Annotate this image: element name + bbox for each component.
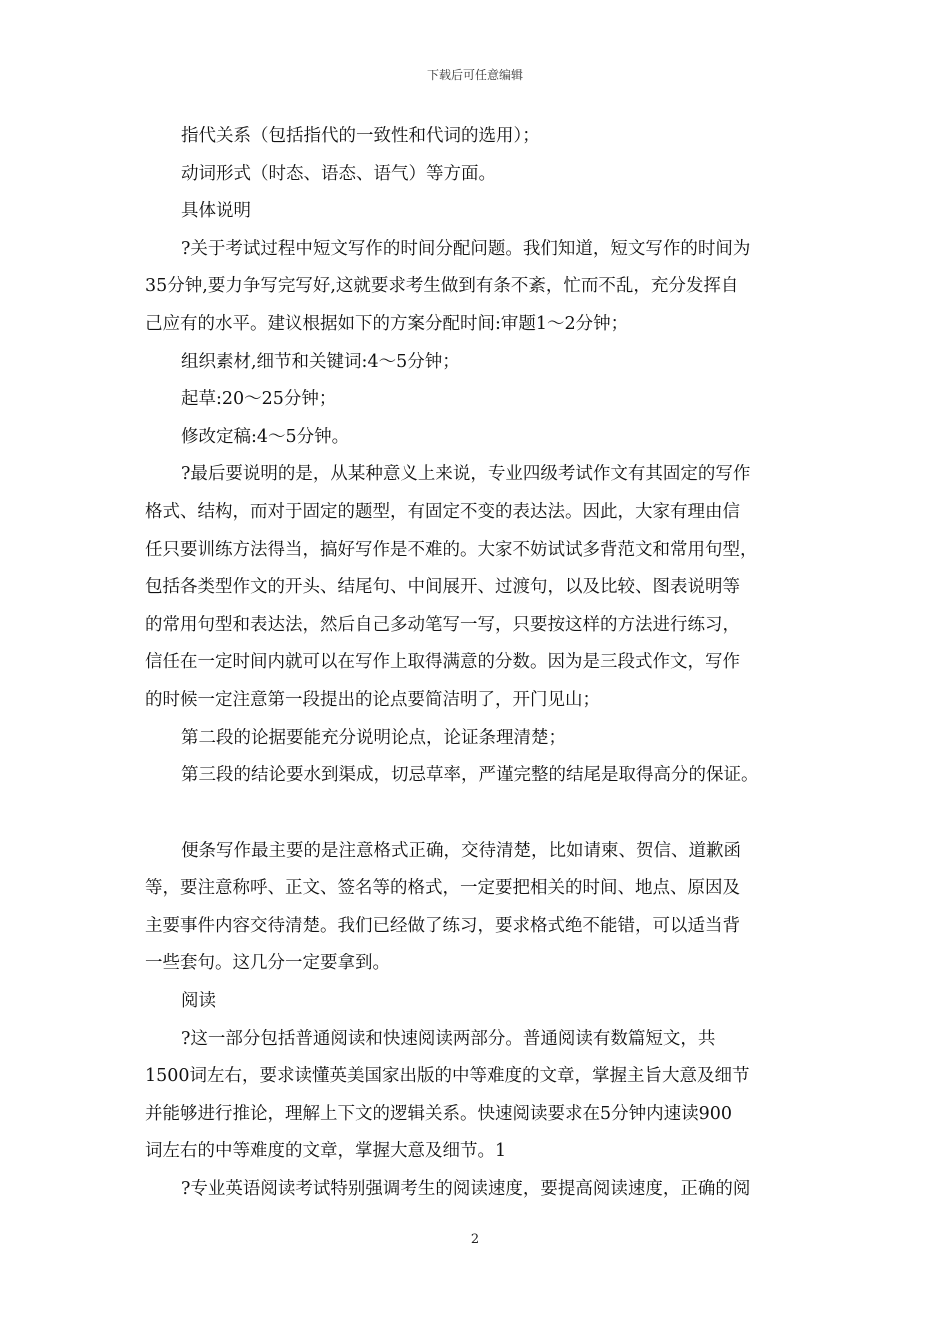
text-line: 主要事件内容交待清楚。我们已经做了练习，要求格式绝不能错，可以适当背 <box>145 915 740 936</box>
text-line: 词左右的中等难度的文章，掌握大意及细节。1 <box>145 1141 507 1162</box>
text-line: 组织素材,细节和关键词:4～5分钟； <box>181 351 460 372</box>
text-line: 第三段的结论要水到渠成，切忌草率，严谨完整的结尾是取得高分的保证。 <box>181 765 759 786</box>
text-line: 35分钟,要力争写完写好,这就要求考生做到有条不紊，忙而不乱，充分发挥自 <box>145 276 739 297</box>
text-line: ?关于考试过程中短文写作的时间分配问题。我们知道，短文写作的时间为 <box>181 238 751 259</box>
page-header: 下载后可任意编辑 <box>426 68 523 82</box>
text-line: 第二段的论据要能充分说明论点，论证条理清楚； <box>181 727 566 748</box>
text-line: 一些套句。这几分一定要拿到。 <box>145 953 390 974</box>
page-number: 2 <box>470 1232 480 1247</box>
text-line: 并能够进行推论，理解上下文的逻辑关系。快速阅读要求在5分钟内速读900 <box>145 1103 733 1124</box>
text-line: 任只要训练方法得当，搞好写作是不难的。大家不妨试试多背范文和常用句型， <box>145 539 758 560</box>
text-line: 便条写作最主要的是注意格式正确，交待清楚，比如请柬、贺信、道歉函 <box>181 840 741 861</box>
text-line: 己应有的水平。建议根据如下的方案分配时间:审题1～2分钟； <box>145 313 629 334</box>
text-line: ?最后要说明的是，从某种意义上来说，专业四级考试作文有其固定的写作 <box>181 464 751 485</box>
text-line: 指代关系（包括指代的一致性和代词的选用）； <box>181 126 540 146</box>
text-line: 动词形式（时态、语态、语气）等方面。 <box>181 163 496 184</box>
paragraph-gap <box>145 795 810 833</box>
text-line: 格式、结构，而对于固定的题型，有固定不变的表达法。因此，大家有理由信 <box>145 501 740 522</box>
section-heading: 具体说明 <box>181 201 251 222</box>
text-line: ?这一部分包括普通阅读和快速阅读两部分。普通阅读有数篇短文，共 <box>181 1028 716 1049</box>
section-heading: 阅读 <box>181 991 216 1012</box>
document-body <box>145 118 810 1209</box>
text-line: 1500词左右，要求读懂英美国家出版的中等难度的文章，掌握主旨大意及细节 <box>145 1066 750 1087</box>
text-line: 的时候一定注意第一段提出的论点要简洁明了，开门见山； <box>145 689 600 710</box>
text-line: 起草:20～25分钟； <box>181 389 337 410</box>
text-line: ?专业英语阅读考试特别强调考生的阅读速度，要提高阅读速度，正确的阅 <box>181 1179 751 1200</box>
text-line: 等，要注意称呼、正文、签名等的格式，一定要把相关的时间、地点、原因及 <box>145 878 740 899</box>
text-line: 修改定稿:4～5分钟。 <box>181 426 350 447</box>
text-line: 包括各类型作文的开头、结尾句、中间展开、过渡句，以及比较、图表说明等 <box>145 577 740 598</box>
text-line: 信任在一定时间内就可以在写作上取得满意的分数。因为是三段式作文，写作 <box>145 652 740 673</box>
text-line: 的常用句型和表达法，然后自己多动笔写一写，只要按这样的方法进行练习， <box>145 614 740 635</box>
